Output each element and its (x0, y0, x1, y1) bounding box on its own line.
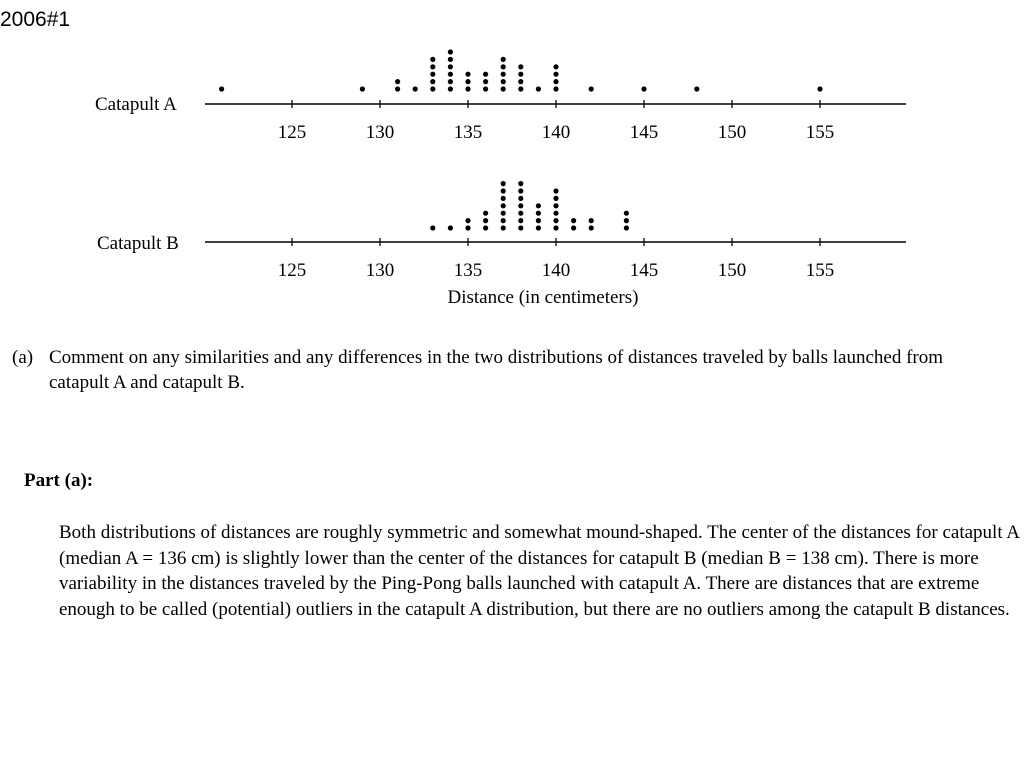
data-dot (641, 86, 646, 91)
data-dot (501, 196, 506, 201)
data-dot (430, 225, 435, 230)
data-dot (430, 57, 435, 62)
data-dot (536, 211, 541, 216)
question-a (12, 345, 1002, 395)
data-dot (395, 79, 400, 84)
data-dot (571, 225, 576, 230)
data-dot (518, 225, 523, 230)
data-dot (501, 86, 506, 91)
data-dot (483, 72, 488, 77)
data-dot (501, 188, 506, 193)
data-dot (518, 211, 523, 216)
data-dot (483, 86, 488, 91)
data-dot (448, 64, 453, 69)
data-dot (219, 86, 224, 91)
question-text: Comment on any similarities and any differences in the two distributions of distances traveled by balls launched from catapult A and catapult B. (49, 347, 944, 393)
data-dot (501, 79, 506, 84)
data-dot (589, 218, 594, 223)
data-dot (536, 203, 541, 208)
tick-label: 140 (541, 260, 571, 281)
data-dot (448, 86, 453, 91)
data-dot (501, 72, 506, 77)
data-dot (518, 203, 523, 208)
tick-label: 125 (277, 122, 307, 143)
data-dot (589, 86, 594, 91)
tick-label: 130 (365, 122, 395, 143)
data-dot (413, 86, 418, 91)
dot-plots (0, 0, 1024, 320)
data-dot (483, 218, 488, 223)
data-dot (430, 86, 435, 91)
data-dot (483, 211, 488, 216)
data-dot (448, 49, 453, 54)
data-dot (518, 79, 523, 84)
tick-label: 155 (805, 122, 835, 143)
part-a-answer: Both distributions of distances are roughly symmetric and somewhat mound-shaped. The center of the distances for catapult A (median A = 136 cm) is slightly lower than the center of the distances for catapult B (median B = 138 cm). There is more variability in the distances traveled by the Ping-Pong balls launched with catapult A. There are distances that are extreme enough to be called (potential) outliers in the catapult A distribution, but there are no outliers among the catapult B distances. (59, 522, 1019, 620)
data-dot (465, 218, 470, 223)
data-dot (553, 211, 558, 216)
row-label: Catapult B (97, 233, 179, 254)
data-dot (694, 86, 699, 91)
data-dot (430, 64, 435, 69)
data-dot (501, 211, 506, 216)
data-dot (536, 218, 541, 223)
data-dot (553, 72, 558, 77)
slide-title: 2006#1 (0, 8, 71, 31)
data-dot (536, 86, 541, 91)
tick-label: 130 (365, 260, 395, 281)
data-dot (501, 218, 506, 223)
data-dot (553, 218, 558, 223)
data-dot (518, 196, 523, 201)
tick-label: 150 (717, 122, 747, 143)
part-a-heading: Part (a): (24, 470, 94, 491)
data-dot (571, 218, 576, 223)
data-dot (360, 86, 365, 91)
data-dot (518, 188, 523, 193)
data-dot (553, 188, 558, 193)
data-dot (518, 218, 523, 223)
data-dot (430, 72, 435, 77)
data-dot (817, 86, 822, 91)
data-dot (624, 211, 629, 216)
data-dot (465, 72, 470, 77)
data-dot (536, 225, 541, 230)
data-dot (518, 64, 523, 69)
data-dot (553, 203, 558, 208)
data-dot (518, 72, 523, 77)
data-dot (448, 79, 453, 84)
data-dot (589, 225, 594, 230)
data-dot (465, 225, 470, 230)
data-dot (518, 181, 523, 186)
tick-label: 145 (629, 122, 659, 143)
data-dot (624, 225, 629, 230)
data-dot (553, 79, 558, 84)
data-dot (501, 64, 506, 69)
row-label: Catapult A (95, 94, 177, 115)
data-dot (395, 86, 400, 91)
data-dot (483, 225, 488, 230)
tick-label: 145 (629, 260, 659, 281)
data-dot (553, 86, 558, 91)
data-dot (553, 225, 558, 230)
data-dot (624, 218, 629, 223)
data-dot (448, 57, 453, 62)
data-dot (448, 72, 453, 77)
data-dot (518, 86, 523, 91)
tick-label: 135 (453, 260, 483, 281)
tick-label: 140 (541, 122, 571, 143)
data-dot (501, 57, 506, 62)
data-dot (501, 181, 506, 186)
x-axis-label: Distance (in centimeters) (447, 287, 639, 308)
data-dot (553, 64, 558, 69)
data-dot (465, 86, 470, 91)
tick-label: 155 (805, 260, 835, 281)
data-dot (501, 203, 506, 208)
data-dot (448, 225, 453, 230)
question-letter: (a) (12, 347, 34, 368)
tick-label: 150 (717, 260, 747, 281)
tick-label: 125 (277, 260, 307, 281)
data-dot (465, 79, 470, 84)
data-dot (501, 225, 506, 230)
data-dot (553, 196, 558, 201)
data-dot (483, 79, 488, 84)
data-dot (430, 79, 435, 84)
tick-label: 135 (453, 122, 483, 143)
